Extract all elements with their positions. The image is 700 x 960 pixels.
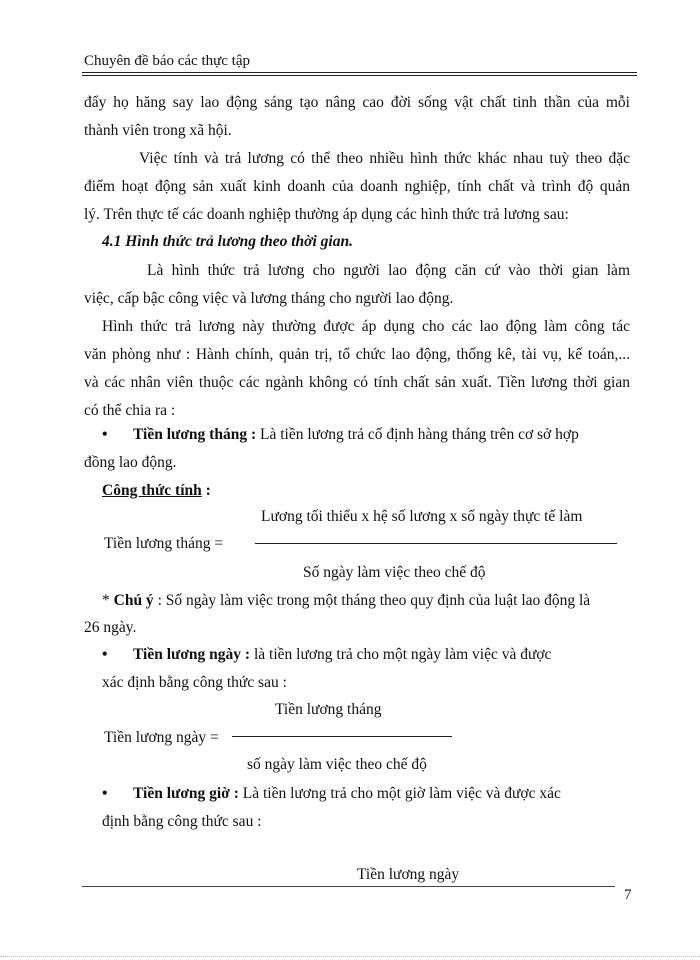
fraction-bar (255, 543, 617, 544)
formula-heading (102, 482, 211, 500)
page-header-title: Chuyên đề báo các thực tập (84, 53, 250, 69)
paragraph-line: và các nhân viên thuộc các ngành không có tính chất sản xuất. Tiền lương thời gian (84, 374, 630, 391)
paragraph-line: việc, cấp bậc công việc và lương tháng cho người lao động. (84, 290, 454, 307)
note-line (102, 592, 590, 610)
list-item (133, 426, 579, 444)
bullet-marker: • (102, 426, 108, 443)
formula-lhs: Tiền lương tháng = (104, 535, 224, 552)
paragraph-line: định bằng công thức sau : (102, 813, 262, 830)
header-rule (82, 72, 637, 73)
fraction-bar (232, 736, 452, 737)
paragraph-line: Việc tính và trả lương có thể theo nhiều hình thức khác nhau tuỳ theo đặc (139, 150, 630, 167)
term-label: Tiền lương tháng : (133, 426, 257, 443)
bullet-marker: • (102, 646, 108, 663)
formula-lhs: Tiền lương ngày = (104, 729, 219, 746)
header-rule-double (82, 75, 637, 76)
paragraph-line: văn phòng như : Hành chính, quản trị, tổ chức lao động, thống kê, tài vụ, kế toán,... (84, 346, 630, 363)
list-item (133, 785, 561, 803)
bullet-marker: • (102, 785, 108, 802)
paragraph-line: Hình thức trả lương này thường được áp dụng cho các lao động làm công tác (102, 318, 630, 335)
note-text: : Số ngày làm việc trong một tháng theo quy định của luật lao động là (153, 592, 591, 609)
term-text: Là tiền lương trả cố định hàng tháng trên cơ sở hợp (256, 426, 579, 443)
term-label: Tiền lương ngày : (133, 646, 251, 663)
note-prefix: * (102, 592, 114, 609)
formula-label: Công thức tính (102, 482, 202, 499)
paragraph-line: đẩy họ hăng say lao động sáng tạo nâng cao đời sống vật chất tinh thần của mỗi (84, 94, 630, 111)
paragraph-line: 26 ngày. (84, 619, 137, 636)
paragraph-line: điểm hoạt động sản xuất kinh doanh của doanh nghiệp, tính chất và trình độ quản (84, 178, 630, 195)
page-number: 7 (624, 887, 632, 903)
list-item (133, 646, 551, 664)
term-text: là tiền lương trả cho một ngày làm việc và được (250, 646, 552, 663)
paragraph-line: lý. Trên thực tế các doanh nghiệp thường áp dụng các hình thức trả lương sau: (84, 206, 569, 223)
term-text: Là tiền lương trả cho một giờ làm việc và được xác (238, 785, 561, 802)
footer-rule (82, 886, 615, 887)
note-term: Chú ý (113, 592, 154, 609)
formula-numerator: Tiền lương ngày (357, 866, 460, 883)
paragraph-line: có thể chia ra : (84, 402, 176, 419)
section-heading: 4.1 Hình thức trả lương theo thời gian. (102, 233, 353, 250)
formula-colon: : (201, 482, 211, 499)
page-edge (0, 956, 700, 957)
paragraph-line: thành viên trong xã hội. (84, 122, 232, 139)
formula-denominator: Số ngày làm việc theo chế độ (303, 564, 486, 581)
formula-denominator: số ngày làm việc theo chế độ (247, 756, 427, 773)
paragraph-line: đồng lao động. (84, 454, 177, 471)
formula-numerator: Lương tối thiểu x hệ số lương x số ngày thực tế làm (261, 508, 583, 525)
term-label: Tiền lương giờ : (133, 785, 239, 802)
paragraph-line: xác định bằng công thức sau : (102, 674, 287, 691)
paragraph-line: Là hình thức trả lương cho người lao động căn cứ vào thời gian làm (147, 262, 630, 279)
formula-numerator: Tiền lương tháng (275, 701, 382, 718)
